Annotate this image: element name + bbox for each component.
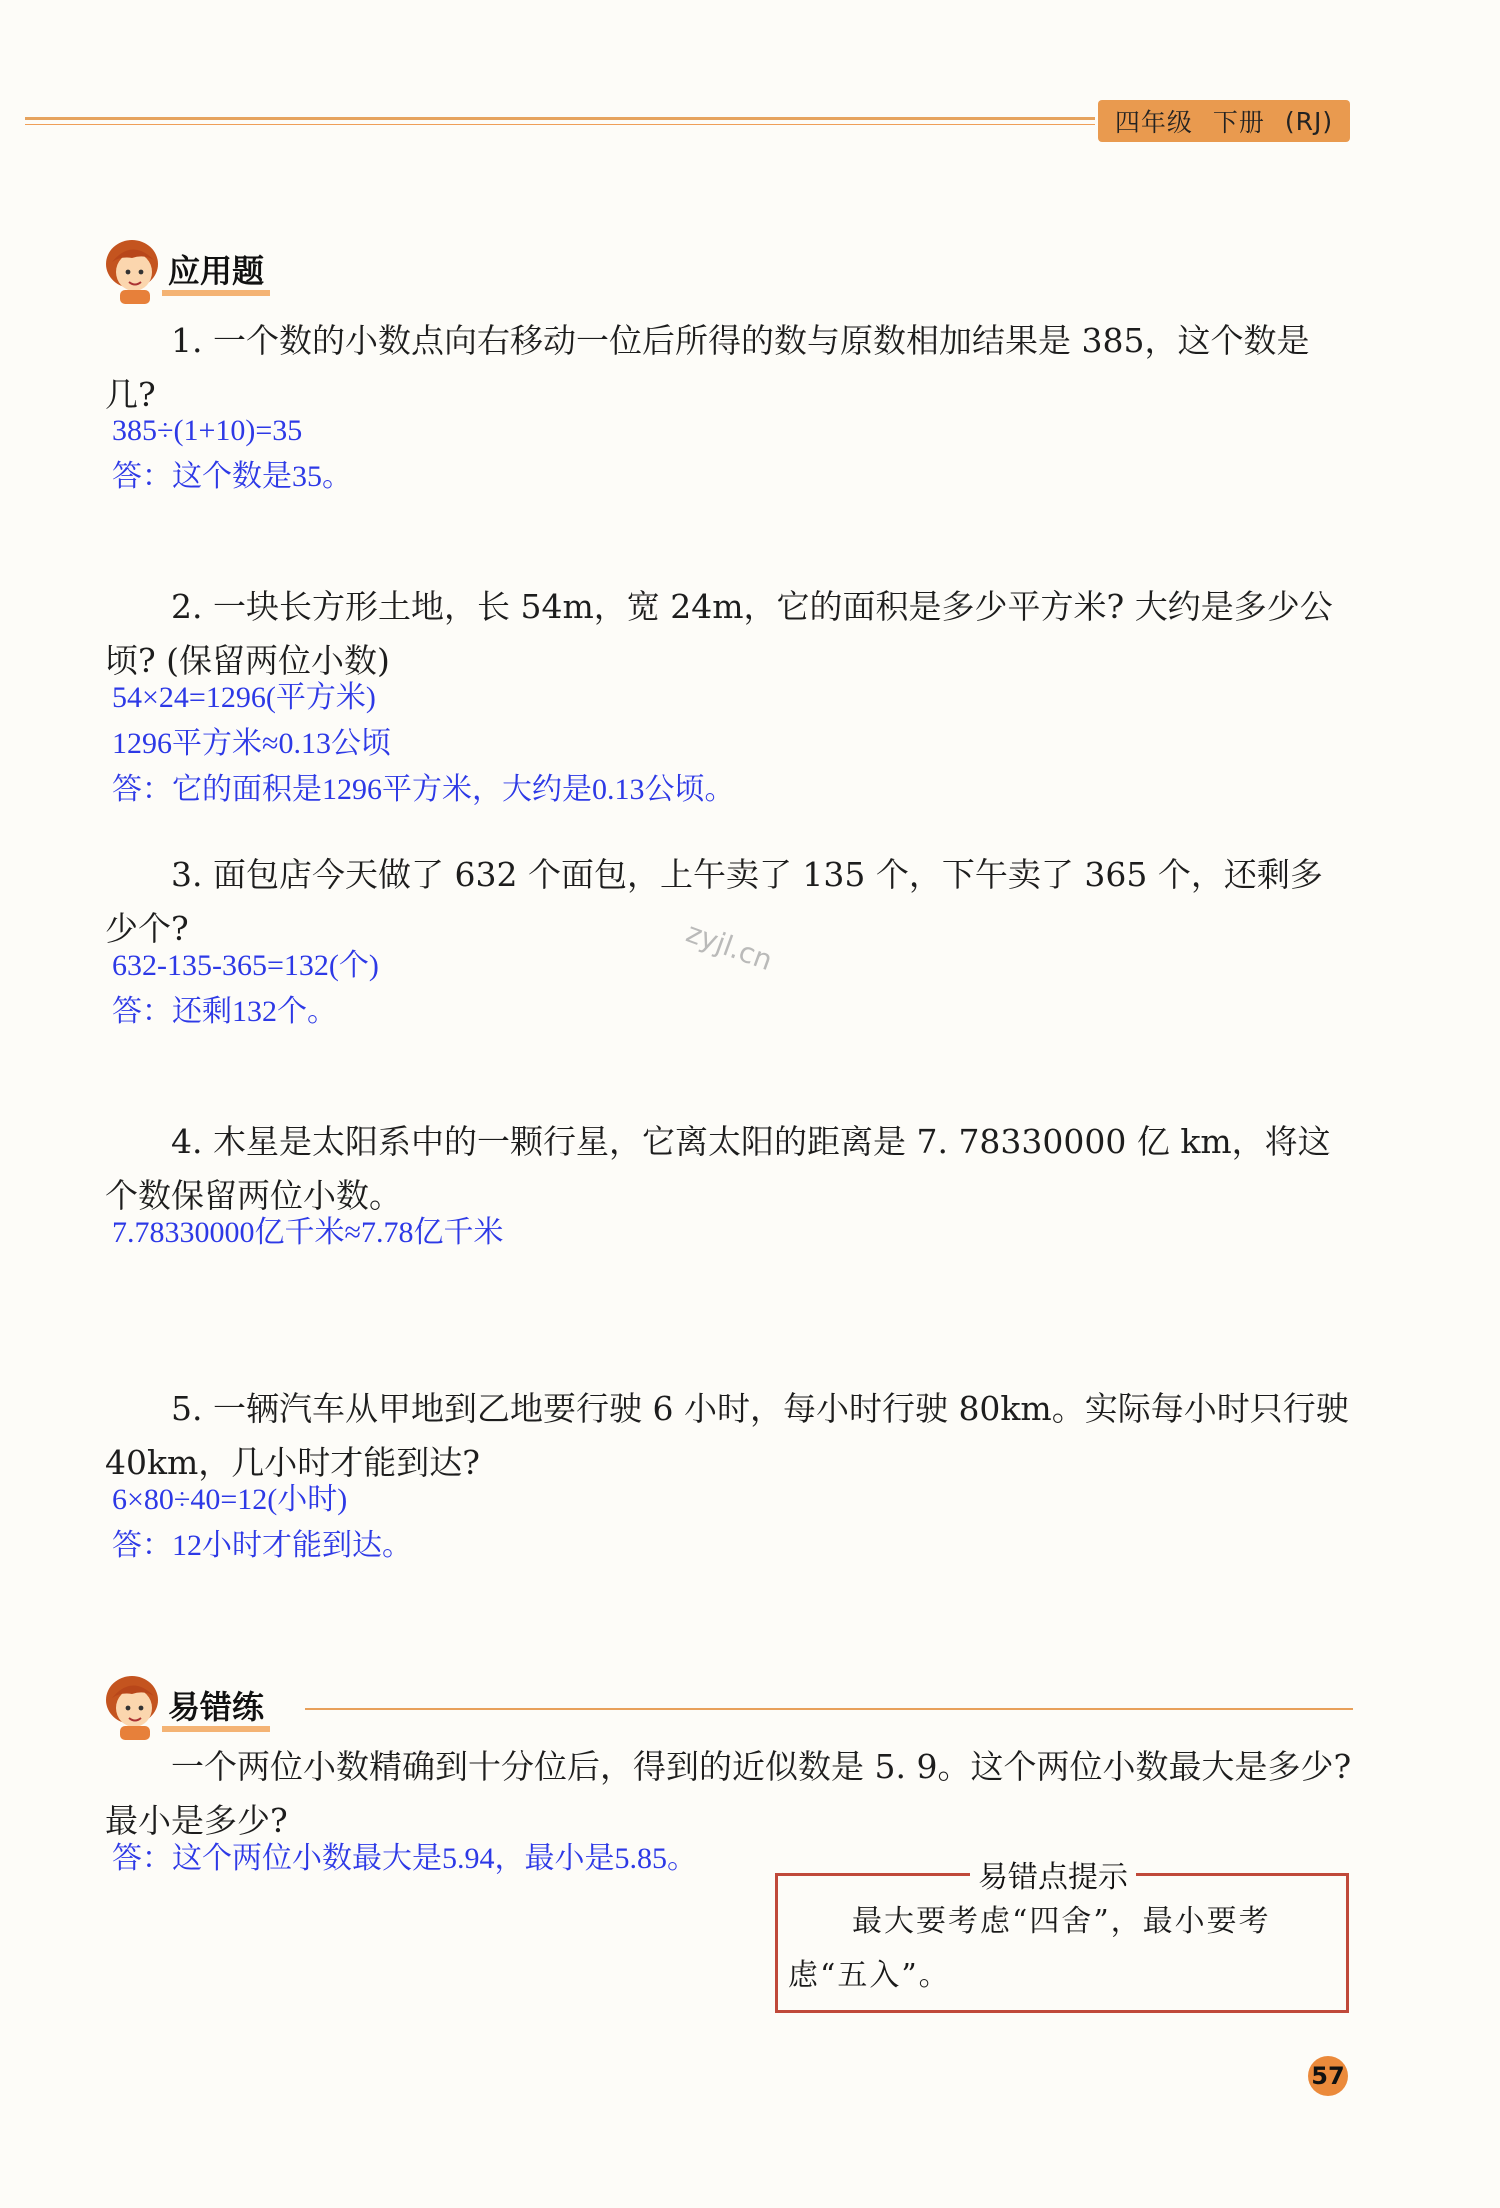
section-header-applications [98,234,270,306]
edition-label: (RJ) [1284,106,1334,136]
answer-line: 1296平方米≈0.13公顷 [112,727,391,760]
question-2 [105,580,1355,688]
question-text: 1. 一个数的小数点向右移动一位后所得的数与原数相加结果是 385，这个数是几? [105,321,1310,414]
error-practice-question [105,1740,1355,1848]
answer-line: 7.78330000亿千米≈7.78亿千米 [112,1216,504,1249]
tip-text [788,1895,1338,2003]
tip-body: 最大要考虑“四舍”，最小要考虑“五入”。 [788,1904,1271,1993]
answer-line: 答：还剩132个。 [112,995,337,1028]
grade-label: 四年级 [1114,108,1193,137]
answer-line: 答：这个两位小数最大是5.94，最小是5.85。 [112,1842,697,1875]
question-1 [105,314,1355,422]
answer-line: 632-135-365=132(个) [112,949,379,982]
question-text: 4. 木星是太阳系中的一颗行星，它离太阳的距离是 7. 78330000 亿 km，将这个数保留两位小数。 [105,1122,1331,1215]
question-text: 5. 一辆汽车从甲地到乙地要行驶 6 小时，每小时行驶 80km。实际每小时只行驶 40km，几小时才能到达? [105,1389,1349,1482]
question-5 [105,1382,1355,1490]
answer-line: 6×80÷40=12(小时) [112,1483,348,1516]
answer-line: 答：它的面积是1296平方米，大约是0.13公顷。 [112,773,735,806]
tip-title: 易错点提示 [970,1852,1136,1896]
answer-line: 答：这个数是35。 [112,460,352,493]
question-text: 2. 一块长方形土地，长 54m，宽 24m，它的面积是多少平方米? 大约是多少公顷? (保留两位小数) [105,587,1333,680]
volume-label: 下册 [1212,108,1265,137]
section-title: 易错练 [162,1680,270,1732]
header-rule-thin [25,124,1095,125]
watermark: zyjl.cn [682,915,777,978]
section-divider [305,1708,1353,1710]
answer-line: 答：12小时才能到达。 [112,1529,412,1562]
answer-line: 385÷(1+10)=35 [112,414,303,447]
answer-line: 54×24=1296(平方米) [112,681,376,714]
grade-tab [1098,100,1350,142]
question-4 [105,1115,1355,1223]
cartoon-girl-icon [98,1670,170,1742]
section-title: 应用题 [162,244,270,296]
section-header-error-practice [98,1670,270,1742]
header-rule [25,117,1095,120]
cartoon-girl-icon [98,234,170,306]
question-text: 一个两位小数精确到十分位后，得到的近似数是 5. 9。这个两位小数最大是多少? 最小是多少? [105,1747,1352,1840]
page-number: 57 [1308,2056,1348,2096]
question-text: 3. 面包店今天做了 632 个面包，上午卖了 135 个，下午卖了 365 个，还剩多少个? [105,855,1323,948]
